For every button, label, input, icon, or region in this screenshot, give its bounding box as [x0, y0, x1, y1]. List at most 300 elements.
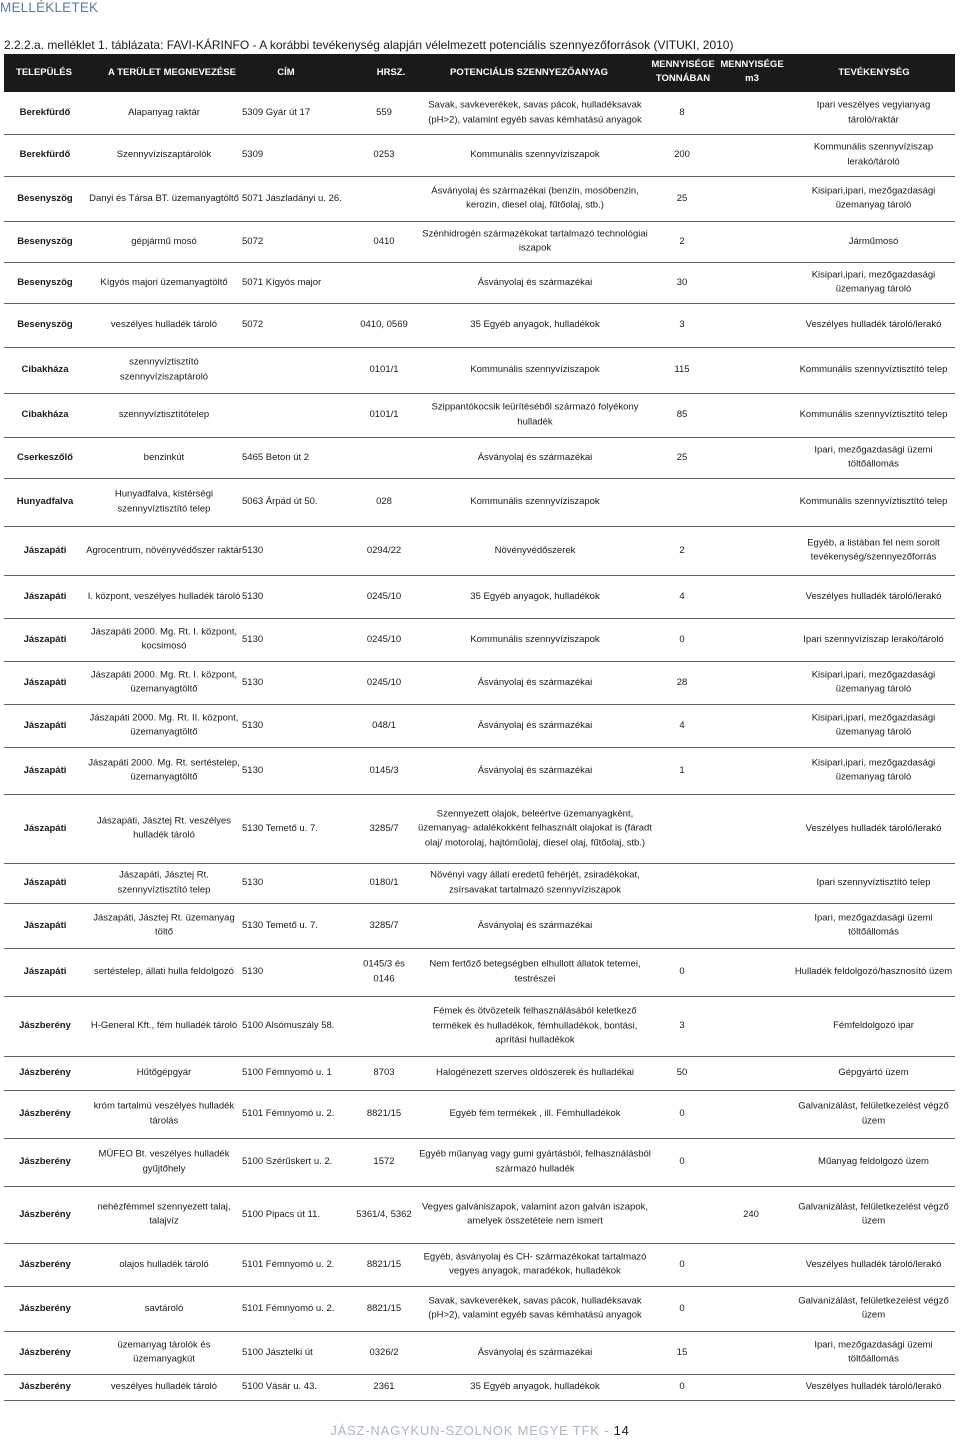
cell-hrsz — [354, 718, 414, 733]
cell-telepules — [4, 450, 86, 465]
cell-tonna-text: 0 — [679, 1107, 685, 1119]
cell-hrsz — [354, 234, 414, 249]
cell-cim-text: 5100 Jásztelki út — [242, 1346, 313, 1358]
cell-hrsz — [354, 1380, 414, 1395]
cell-tev — [792, 821, 955, 836]
cell-terulet — [86, 234, 242, 249]
cell-anyag — [416, 807, 654, 851]
cell-terulet-text: Danyi és Társa BT. üzemanyagtöltő — [89, 192, 239, 204]
cell-anyag-text: Vegyes galvániszapok, valamint azon galván iszapok, amelyek összetétele nem ismert — [421, 1201, 649, 1227]
cell-telepules — [4, 543, 86, 558]
cell-telepules — [4, 191, 86, 206]
cell-hrsz — [354, 543, 414, 558]
cell-hrsz — [354, 148, 414, 163]
cell-tonna — [654, 1155, 710, 1170]
cell-terulet — [86, 814, 242, 843]
cell-tonna-text: 2 — [679, 544, 685, 556]
cell-hrsz-text: 048/1 — [372, 719, 396, 731]
cell-hrsz-text: 559 — [376, 106, 392, 118]
cell-anyag — [416, 543, 654, 558]
cell-telepules — [4, 495, 86, 510]
cell-cim — [242, 632, 354, 647]
cell-hrsz — [354, 589, 414, 604]
cell-cim — [242, 1380, 354, 1395]
col-hrsz: HRSZ. — [376, 67, 406, 78]
cell-telepules — [4, 318, 86, 333]
cell-hrsz — [354, 876, 414, 891]
cell-tonna — [654, 1345, 710, 1360]
cell-cim — [242, 191, 354, 206]
cell-terulet-text: üzemanyag tárolók és üzemanyagkút — [117, 1339, 211, 1365]
cell-tev — [792, 184, 955, 213]
cell-tev-text: Galvanizálást, felületkezelést végző üzem — [798, 1100, 949, 1126]
cell-telepules — [4, 1019, 86, 1034]
cell-cim — [242, 718, 354, 733]
cell-terulet-text: Alapanyag raktár — [128, 106, 200, 118]
cell-tonna-text: 50 — [676, 1066, 688, 1078]
cell-telepules-text: Cibakháza — [21, 408, 69, 420]
cell-hrsz — [354, 1066, 414, 1081]
cell-tev-text: Gépgyártó üzem — [838, 1066, 909, 1078]
cell-telepules-text: Jászapáti — [23, 919, 67, 931]
cell-anyag-text: Egyéb, ásványolaj és CH- származékokat tartalmazó vegyes anyagok, maradékok, hulladékok — [423, 1251, 647, 1277]
cell-tonna — [654, 275, 710, 290]
table-row — [4, 1056, 955, 1091]
cell-tonna-text: 4 — [679, 590, 685, 602]
table-row — [4, 134, 955, 177]
cell-telepules-text: Berekfürdő — [19, 106, 71, 118]
table-row — [4, 1331, 955, 1375]
cell-telepules-text: Jászberény — [19, 1107, 71, 1119]
table-row — [4, 1138, 955, 1187]
cell-tonna — [654, 632, 710, 647]
cell-telepules-text: Jászberény — [19, 1155, 71, 1167]
cell-cim-text: 5130 Temető u. 7. — [242, 919, 318, 931]
cell-anyag — [416, 184, 654, 213]
cell-terulet-text: Jászapáti, Jásztej Rt. szennyvíztisztító telep — [117, 869, 211, 895]
cell-telepules-text: Cibakháza — [21, 363, 69, 375]
cell-tev — [792, 234, 955, 249]
cell-terulet — [86, 589, 242, 604]
cell-tonna-text: 1 — [679, 764, 685, 776]
cell-telepules — [4, 1155, 86, 1170]
cell-tonna — [654, 589, 710, 604]
cell-telepules — [4, 918, 86, 933]
cell-tonna — [654, 363, 710, 378]
cell-telepules-text: Cserkeszőlő — [17, 451, 73, 463]
cell-anyag — [416, 1148, 654, 1177]
col-cim: CÍM — [277, 67, 295, 78]
cell-tonna-text: 28 — [676, 676, 688, 688]
cell-terulet — [86, 450, 242, 465]
col-terulet: A TERÜLET MEGNEVEZÉSE — [108, 67, 236, 78]
cell-tev-text: Kisipari,ipari, mezőgazdasági üzemanyag tároló — [811, 669, 936, 695]
cell-tonna-text: 3 — [679, 318, 685, 330]
cell-tev — [792, 268, 955, 297]
cell-telepules — [4, 363, 86, 378]
table-row — [4, 1243, 955, 1287]
cell-telepules — [4, 234, 86, 249]
cell-terulet — [86, 1148, 242, 1177]
cell-anyag-text: Kommunális szennyvíziszapok — [470, 363, 600, 375]
cell-tev — [792, 363, 955, 378]
cell-terulet-text: szennyvíztisztító szennyvíziszaptároló — [119, 356, 209, 382]
cell-anyag — [416, 718, 654, 733]
cell-telepules-text: Jászberény — [19, 1302, 71, 1314]
cell-anyag-text: Növényvédőszerek — [494, 544, 576, 556]
cell-terulet — [86, 869, 242, 898]
cell-tonna — [654, 148, 710, 163]
cell-terulet-text: benzinkút — [143, 451, 185, 463]
cell-telepules — [4, 589, 86, 604]
cell-terulet — [86, 1301, 242, 1316]
cell-telepules-text: Jászapáti — [23, 822, 67, 834]
cell-hrsz-text: 1572 — [373, 1155, 395, 1167]
cell-anyag — [416, 1250, 654, 1279]
cell-telepules — [4, 408, 86, 423]
cell-terulet — [86, 965, 242, 980]
cell-telepules-text: Jászapáti — [23, 719, 67, 731]
cell-anyag — [416, 1107, 654, 1122]
cell-anyag-text: Egyéb műanyag vagy gumi gyártásból, felhasználásból származó hulladék — [419, 1148, 651, 1174]
cell-anyag-text: Szippantókocsik leürítéséből származó folyékony hulladék — [431, 401, 639, 427]
table-row — [4, 575, 955, 619]
cell-hrsz-text: 2361 — [373, 1380, 395, 1392]
cell-hrsz-text: 8821/15 — [366, 1302, 402, 1314]
cell-cim-text: 5100 Szérűskert u. 2. — [242, 1155, 333, 1167]
cell-terulet — [86, 1338, 242, 1367]
cell-cim — [242, 318, 354, 333]
cell-anyag-text: Nem fertőző betegségben elhullott állatok tetemei, testrészei — [429, 958, 641, 984]
cell-anyag-text: Ásványolaj és származékai — [477, 276, 593, 288]
cell-terulet-text: veszélyes hulladék tároló — [110, 318, 218, 330]
cell-anyag-text: Halogénezett szerves oldószerek és hulladékai — [435, 1066, 635, 1078]
cell-hrsz-text: 0410 — [373, 235, 395, 247]
cell-cim-text: 5072 — [242, 235, 264, 247]
cell-tonna-text: 25 — [676, 451, 688, 463]
cell-telepules-text: Jászapáti — [23, 764, 67, 776]
cell-tev-text: Kisipari,ipari, mezőgazdasági üzemanyag tároló — [811, 185, 936, 211]
cell-hrsz-text: 3285/7 — [369, 822, 399, 834]
cell-tev — [792, 876, 955, 891]
cell-tev-text: Veszélyes hulladék tároló/lerakó — [805, 822, 942, 834]
cell-hrsz — [354, 821, 414, 836]
cell-tev — [792, 1019, 955, 1034]
col-tevekenyseg: TEVÉKENYSÉG — [838, 67, 910, 78]
cell-tonna — [654, 234, 710, 249]
cell-anyag-text: Savak, savkeverékek, savas pácok, hulladéksavak (pH>2), valamint egyéb savas kémhatású anyagok — [428, 1295, 642, 1321]
cell-cim-text: 5130 — [242, 544, 264, 556]
cell-terulet-text: Jászapáti 2000. Mg. Rt. I. központ, üzemanyagtöltő — [90, 669, 238, 695]
cell-terulet-text: I. központ, veszélyes hulladék tároló — [87, 590, 241, 602]
cell-anyag-text: Fémek és ötvözeteik felhasználásából keletkező termékek és hulladékok, fémhulladékok, bontási, aprítási hulladékok — [432, 1005, 638, 1046]
cell-tev — [792, 711, 955, 740]
cell-cim — [242, 495, 354, 510]
table-row — [4, 221, 955, 263]
table-row — [4, 1374, 955, 1401]
cell-telepules-text: Besenyszög — [17, 318, 73, 330]
cell-terulet-text: gépjármű mosó — [131, 235, 197, 247]
cell-telepules — [4, 275, 86, 290]
cell-telepules-text: Besenyszög — [17, 235, 73, 247]
cell-tev — [792, 668, 955, 697]
cell-tev — [792, 589, 955, 604]
cell-tonna — [654, 1066, 710, 1081]
cell-terulet — [86, 318, 242, 333]
cell-tev-text: Ipari szennyvíziszap lerakó/tároló — [803, 633, 944, 645]
cell-telepules-text: Besenyszög — [17, 276, 73, 288]
cell-terulet — [86, 1200, 242, 1229]
cell-hrsz-text: 3285/7 — [369, 919, 399, 931]
page-footer — [0, 1423, 960, 1438]
cell-cim-text: 5071 Kígyós major — [242, 276, 322, 288]
cell-telepules-text: Jászapáti — [23, 590, 67, 602]
cell-anyag — [416, 99, 654, 128]
cell-hrsz-text: 0180/1 — [369, 876, 399, 888]
cell-tev-text: Hulladék feldolgozó/hasznosító üzem — [794, 965, 953, 977]
table-row — [4, 996, 955, 1057]
col-m3: MENNYISÉGE m3 — [720, 59, 784, 84]
cell-cim — [242, 450, 354, 465]
table-caption: 2.2.2.a. melléklet 1. táblázata: FAVI-KÁRINFO - A korábbi tevékenység alapján vélelmezett potenciális szennyezőforrások (VITUKI, 2010) — [4, 38, 734, 52]
cell-tev-text: Fémfeldolgozó ipar — [833, 1019, 914, 1031]
cell-anyag — [416, 227, 654, 256]
cell-telepules-text: Jászberény — [19, 1380, 71, 1392]
cell-terulet-text: nehézfémmel szennyezett talaj, talajvíz — [97, 1201, 231, 1227]
cell-anyag — [416, 495, 654, 510]
cell-tonna-text: 0 — [679, 1258, 685, 1270]
cell-cim-text: 5101 Fémnyomó u. 2. — [242, 1258, 335, 1270]
cell-tev — [792, 1338, 955, 1367]
cell-tonna — [654, 318, 710, 333]
cell-telepules — [4, 106, 86, 121]
cell-anyag — [416, 363, 654, 378]
cell-cim-text: 5465 Beton út 2 — [242, 451, 310, 463]
cell-hrsz-text: 0145/3 és 0146 — [363, 958, 405, 984]
cell-hrsz-text: 0101/1 — [369, 408, 399, 420]
cell-terulet-text: Kígyós majori üzemanyagtöltő — [100, 276, 228, 288]
cell-hrsz-text: 8821/15 — [366, 1107, 402, 1119]
cell-anyag — [416, 1345, 654, 1360]
cell-hrsz-text: 0245/10 — [366, 590, 402, 602]
cell-tev-text: Galvanizálást, felületkezelést végző üzem — [798, 1295, 949, 1321]
table-row — [4, 437, 955, 479]
cell-anyag — [416, 869, 654, 898]
cell-tev — [792, 141, 955, 170]
cell-terulet — [86, 488, 242, 517]
cell-tev-text: Ipari veszélyes vegyianyag tároló/raktár — [816, 99, 931, 125]
cell-anyag — [416, 318, 654, 333]
cell-terulet-text: Agrocentrum, növényvédőszer raktár — [86, 544, 242, 556]
cell-hrsz-text: 8821/15 — [366, 1258, 402, 1270]
cell-cim-text: 5072 — [242, 318, 264, 330]
cell-cim-text: 5071 Jászladányi u. 26. — [242, 192, 342, 204]
cell-terulet-text: olajos hulladék tároló — [119, 1258, 209, 1270]
cell-cim — [242, 876, 354, 891]
cell-tev — [792, 1100, 955, 1129]
cell-anyag — [416, 763, 654, 778]
table-row — [4, 747, 955, 795]
cell-cim — [242, 1019, 354, 1034]
cell-telepules — [4, 718, 86, 733]
cell-anyag-text: Szennyezett olajok, beleértve üzemanyagként, üzemanyag- adalékokként felhasznált olajokat is (fáradt olaj/ motorolaj, hajtóműolaj, diesel olaj, fűtőolaj, stb.) — [418, 807, 652, 848]
cell-cim — [242, 1301, 354, 1316]
cell-tev-text: Veszélyes hulladék tároló/lerakó — [805, 590, 942, 602]
cell-hrsz — [354, 632, 414, 647]
cell-tonna — [654, 965, 710, 980]
cell-hrsz-text: 0410, 0569 — [360, 318, 408, 330]
footer-label: JÁSZ-NAGYKUN-SZOLNOK MEGYE TFK - — [330, 1423, 614, 1438]
cell-cim — [242, 918, 354, 933]
cell-telepules — [4, 1380, 86, 1395]
table-row — [4, 176, 955, 222]
cell-tev — [792, 536, 955, 565]
cell-terulet — [86, 1066, 242, 1081]
cell-tev-text: Veszélyes hulladék tároló/lerakó — [805, 1380, 942, 1392]
cell-cim-text: 5130 — [242, 965, 264, 977]
cell-hrsz-text: 5361/4, 5362 — [356, 1208, 412, 1220]
cell-telepules — [4, 632, 86, 647]
cell-tonna-text: 0 — [679, 965, 685, 977]
cell-hrsz — [354, 363, 414, 378]
cell-cim-text: 5130 — [242, 676, 264, 688]
table-row — [4, 526, 955, 576]
cell-terulet — [86, 1257, 242, 1272]
cell-cim-text: 5130 — [242, 876, 264, 888]
cell-anyag — [416, 675, 654, 690]
cell-telepules-text: Jászapáti — [23, 876, 67, 888]
cell-telepules — [4, 1066, 86, 1081]
cell-terulet — [86, 275, 242, 290]
cell-cim — [242, 275, 354, 290]
cell-hrsz-text: 0294/22 — [366, 544, 402, 556]
page-number: 14 — [613, 1423, 630, 1438]
cell-hrsz — [354, 958, 414, 987]
cell-cim-text: 5063 Árpád út 50. — [242, 495, 318, 507]
cell-tev-text: Kommunális szennyvíztisztító telep — [799, 363, 948, 375]
cell-cim — [242, 1155, 354, 1170]
cell-tev-text: Egyéb, a listában fel nem sorolt tevékenység/szennyezőforrás — [807, 537, 940, 563]
doc-header: MELLÉKLETEK — [0, 0, 99, 15]
cell-tev-text: Ipari szennyvíztisztító telep — [816, 876, 931, 888]
cell-terulet-text: Jászapáti, Jásztej Rt. veszélyes hulladék tároló — [96, 815, 232, 841]
cell-anyag-text: 35 Egyéb anyagok, hulladékok — [470, 1380, 600, 1392]
cell-tonna-text: 200 — [674, 148, 690, 160]
cell-tev — [792, 443, 955, 472]
cell-telepules — [4, 763, 86, 778]
cell-tonna-text: 4 — [679, 719, 685, 731]
cell-telepules — [4, 1301, 86, 1316]
table-row — [4, 948, 955, 997]
cell-telepules — [4, 1107, 86, 1122]
cell-anyag — [416, 958, 654, 987]
table-row — [4, 393, 955, 438]
cell-tonna-text: 0 — [679, 1380, 685, 1392]
cell-hrsz-text: 0245/10 — [366, 633, 402, 645]
cell-tonna — [654, 408, 710, 423]
cell-anyag — [416, 1294, 654, 1323]
cell-cim-text: 5130 — [242, 764, 264, 776]
cell-hrsz-text: 0245/10 — [366, 676, 402, 688]
cell-tev-text: Kommunális szennyvíztisztító telep — [799, 495, 948, 507]
cell-terulet-text: Hűtőgépgyár — [136, 1066, 192, 1078]
cell-tev-text: Kommunális szennyvíziszap lerakó/tároló — [813, 141, 934, 167]
cell-telepules-text: Jászapáti — [23, 633, 67, 645]
cell-hrsz-text: 0326/2 — [369, 1346, 399, 1358]
table-row — [4, 303, 955, 348]
cell-tev-text: Ipari, mezőgazdasági üzemi töltőállomás — [814, 1339, 933, 1365]
cell-terulet-text: Jászapáti, Jásztej Rt. üzemanyag töltő — [93, 912, 235, 938]
cell-tev — [792, 911, 955, 940]
cell-telepules-text: Jászberény — [19, 1346, 71, 1358]
cell-telepules-text: Besenyszög — [17, 192, 73, 204]
cell-terulet-text: veszélyes hulladék tároló — [110, 1380, 218, 1392]
cell-terulet-text: szennyvíztisztítótelep — [118, 408, 210, 420]
cell-tonna — [654, 543, 710, 558]
cell-anyag — [416, 918, 654, 933]
cell-tonna — [654, 1019, 710, 1034]
cell-anyag-text: Szénhidrogén származékokat tartalmazó technológiai iszapok — [422, 228, 648, 254]
cell-telepules-text: Jászapáti — [23, 965, 67, 977]
cell-cim — [242, 543, 354, 558]
cell-tev-text: Kisipari,ipari, mezőgazdasági üzemanyag tároló — [811, 712, 936, 738]
table-row — [4, 704, 955, 748]
cell-telepules-text: Hunyadfalva — [16, 495, 74, 507]
cell-telepules-text: Jászberény — [19, 1066, 71, 1078]
cell-hrsz — [354, 763, 414, 778]
cell-tev — [792, 495, 955, 510]
cell-anyag — [416, 1066, 654, 1081]
table-row — [4, 794, 955, 864]
cell-anyag — [416, 275, 654, 290]
cell-telepules — [4, 1257, 86, 1272]
cell-hrsz-text: 0145/3 — [369, 764, 399, 776]
cell-cim-text: 5130 Temető u. 7. — [242, 822, 318, 834]
cell-telepules-text: Berekfürdő — [19, 148, 71, 160]
cell-tev-text: Kisipari,ipari, mezőgazdasági üzemanyag tároló — [811, 269, 936, 295]
cell-terulet-text: Jászapáti 2000. Mg. Rt. I. központ, kocsimosó — [90, 626, 238, 652]
table-row — [4, 92, 955, 135]
cell-hrsz — [354, 495, 414, 510]
cell-terulet-text: Jászapáti 2000. Mg. Rt. sertéstelep, üzemanyagtöltő — [88, 757, 240, 783]
cell-tev-text: Járműmosó — [848, 235, 899, 247]
cell-tev-text: Kisipari,ipari, mezőgazdasági üzemanyag tároló — [811, 757, 936, 783]
cell-cim-text: 5100 Pipacs út 11. — [242, 1208, 320, 1220]
cell-tonna-text: 0 — [679, 633, 685, 645]
cell-tonna — [654, 1257, 710, 1272]
cell-hrsz-text: 0253 — [373, 148, 395, 160]
cell-anyag-text: Ásványolaj és származékai — [477, 719, 593, 731]
cell-tonna — [654, 763, 710, 778]
cell-telepules — [4, 1207, 86, 1222]
cell-terulet — [86, 191, 242, 206]
cell-tev — [792, 965, 955, 980]
cell-anyag-text: Savak, savkeverékek, savas pácok, hulladéksavak (pH>2), valamint egyéb savas kémhatású anyagok — [428, 99, 642, 125]
cell-anyag-text: Ásványolaj és származékai — [477, 451, 593, 463]
cell-hrsz — [354, 408, 414, 423]
cell-terulet — [86, 543, 242, 558]
cell-anyag-text: 35 Egyéb anyagok, hulladékok — [470, 318, 600, 330]
cell-terulet — [86, 1380, 242, 1395]
cell-anyag-text: 35 Egyéb anyagok, hulladékok — [470, 590, 600, 602]
cell-telepules — [4, 148, 86, 163]
cell-tonna — [654, 675, 710, 690]
cell-tonna-text: 30 — [676, 276, 688, 288]
cell-anyag — [416, 450, 654, 465]
cell-cim — [242, 763, 354, 778]
cell-tonna — [654, 450, 710, 465]
cell-hrsz — [354, 1155, 414, 1170]
